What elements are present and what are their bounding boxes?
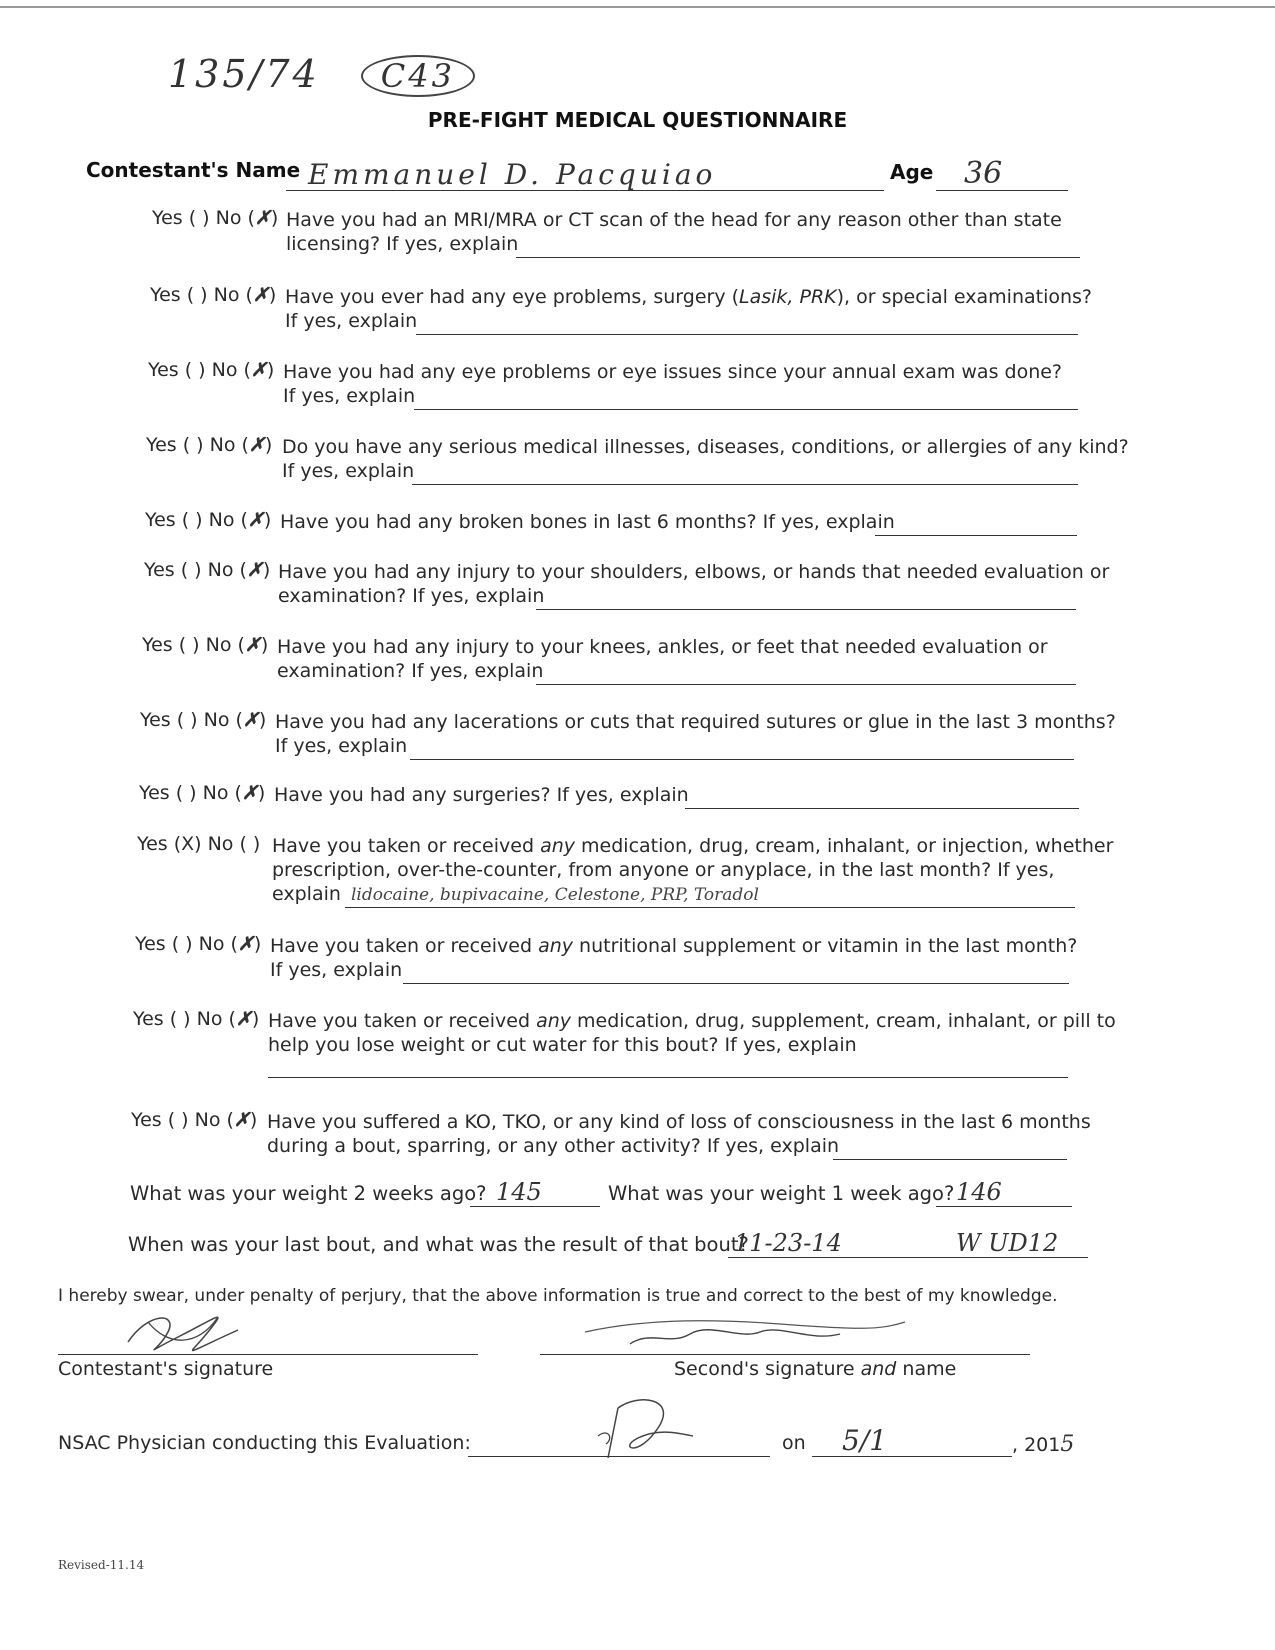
page-top-edge — [0, 6, 1275, 8]
contestant-signature-label: Contestant's signature — [58, 1358, 274, 1380]
q7-explain-label: examination? If yes, explain — [277, 660, 544, 682]
question-4 — [146, 433, 1129, 489]
q12-text: Have you taken or received any medication, drug, supplement, cream, inhalant, or pill to — [268, 1010, 1116, 1032]
q11-yes-no[interactable]: Yes ( ) No (✗) — [135, 933, 262, 955]
q7-text: Have you had any injury to your knees, ankles, or feet that needed evaluation or — [277, 636, 1048, 658]
question-7 — [142, 633, 1082, 689]
age-value: 36 — [964, 156, 1003, 191]
q9-text: Have you had any surgeries? If yes, explain — [274, 784, 689, 806]
last-bout-field[interactable] — [728, 1229, 1088, 1258]
second-signature-label: Second's signature and name — [674, 1358, 957, 1380]
q6-explain-label: examination? If yes, explain — [278, 585, 545, 607]
q11-text: Have you taken or received any nutritional supplement or vitamin in the last month? — [270, 935, 1078, 957]
q9-yes-no[interactable]: Yes ( ) No (✗) — [139, 782, 266, 804]
q4-yes-no[interactable]: Yes ( ) No (✗) — [146, 434, 273, 456]
q10-explain-field[interactable] — [345, 883, 1075, 908]
question-10 — [137, 832, 1114, 912]
q8-text: Have you had any lacerations or cuts that required sutures or glue in the last 3 months? — [275, 711, 1116, 733]
question-8 — [140, 708, 1116, 764]
question-12 — [133, 1007, 1116, 1087]
q8-explain-field[interactable] — [410, 735, 1074, 760]
handwritten-top-note — [168, 52, 475, 97]
q8-explain-label: If yes, explain — [275, 735, 408, 757]
last-bout-date-value: 11-23-14 — [734, 1229, 842, 1257]
handwritten-bp: 135/74 — [168, 52, 320, 96]
q2-yes-no[interactable]: Yes ( ) No (✗) — [150, 284, 277, 306]
weight-2-weeks-value: 145 — [496, 1178, 542, 1206]
q12-yes-no[interactable]: Yes ( ) No (✗) — [133, 1008, 260, 1030]
question-5 — [145, 508, 1085, 540]
q13-text: Have you suffered a KO, TKO, or any kind of loss of consciousness in the last 6 months — [267, 1111, 1091, 1133]
question-9 — [139, 781, 1084, 813]
last-bout-result-value: W UD12 — [956, 1229, 1059, 1257]
q1-explain-label: licensing? If yes, explain — [286, 233, 519, 255]
weight-1-week-value: 146 — [956, 1178, 1002, 1206]
q13-explain-field[interactable] — [833, 1135, 1067, 1160]
q13-explain-label: during a bout, sparring, or any other activity? If yes, explain — [267, 1135, 840, 1157]
q4-explain-label: If yes, explain — [282, 460, 415, 482]
contestant-signature-field[interactable] — [58, 1330, 478, 1355]
second-signature-field[interactable] — [540, 1330, 1030, 1355]
physician-year-suffix: 5 — [1060, 1432, 1075, 1457]
q3-explain-field[interactable] — [414, 385, 1078, 410]
q3-yes-no[interactable]: Yes ( ) No (✗) — [148, 359, 275, 381]
q2-explain-field[interactable] — [416, 310, 1078, 335]
q1-explain-field[interactable] — [516, 233, 1080, 258]
age-label: Age — [890, 160, 934, 184]
weight-1-week-field[interactable] — [936, 1178, 1072, 1207]
q6-yes-no[interactable]: Yes ( ) No (✗) — [144, 559, 271, 581]
weight-2-weeks-label: What was your weight 2 weeks ago? — [130, 1182, 487, 1205]
last-bout-label: When was your last bout, and what was the result of that bout? — [128, 1233, 749, 1256]
revision-note: Revised-11.14 — [58, 1558, 145, 1572]
age-field[interactable] — [936, 156, 1068, 191]
q9-explain-field[interactable] — [685, 784, 1079, 809]
contestant-name-field[interactable] — [286, 158, 884, 191]
q3-text: Have you had any eye problems or eye issues since your annual exam was done? — [283, 361, 1063, 383]
contestant-name-value: Emmanuel D. Pacquiao — [308, 158, 717, 191]
question-2 — [150, 283, 1093, 339]
physician-date-field[interactable] — [812, 1424, 1012, 1457]
q5-explain-field[interactable] — [875, 511, 1077, 536]
physician-year-prefix: , 201 — [1012, 1434, 1061, 1456]
q5-text: Have you had any broken bones in last 6 months? If yes, explain — [280, 511, 895, 533]
q11-explain-label: If yes, explain — [270, 959, 403, 981]
q8-yes-no[interactable]: Yes ( ) No (✗) — [140, 709, 267, 731]
q7-explain-field[interactable] — [536, 660, 1076, 685]
weight-1-week-label: What was your weight 1 week ago? — [608, 1182, 955, 1205]
q13-yes-no[interactable]: Yes ( ) No (✗) — [131, 1109, 258, 1131]
question-11 — [135, 932, 1085, 988]
q2-explain-label: If yes, explain — [285, 310, 418, 332]
physician-signature-scribble — [578, 1388, 698, 1468]
handwritten-code: C43 — [361, 55, 475, 97]
contestant-signature-scribble — [118, 1302, 258, 1362]
question-1 — [152, 206, 1092, 262]
question-13 — [131, 1108, 1091, 1164]
q10-explain-value: lidocaine, bupivacaine, Celestone, PRP, Toradol — [351, 885, 759, 905]
q4-text: Do you have any serious medical illnesses, diseases, conditions, or allergies of any kind? — [282, 436, 1129, 458]
physician-label: NSAC Physician conducting this Evaluation: — [58, 1432, 471, 1454]
q3-explain-label: If yes, explain — [283, 385, 416, 407]
q6-text: Have you had any injury to your shoulders, elbows, or hands that needed evaluation or — [278, 561, 1110, 583]
q1-yes-no[interactable]: Yes ( ) No (✗) — [152, 207, 279, 229]
q10-yes-no[interactable]: Yes (X) No ( ) — [137, 833, 261, 855]
physician-year — [1012, 1432, 1074, 1457]
q10-text: Have you taken or received any medication, drug, cream, inhalant, or injection, whether — [272, 835, 1114, 857]
q12-explain-label: help you lose weight or cut water for this bout? If yes, explain — [268, 1034, 857, 1056]
physician-on-label: on — [782, 1432, 806, 1454]
contestant-name-row — [86, 158, 1126, 194]
weight-2-weeks-field[interactable] — [470, 1178, 600, 1207]
q6-explain-field[interactable] — [536, 585, 1076, 610]
form-title: PRE-FIGHT MEDICAL QUESTIONNAIRE — [427, 108, 848, 132]
physician-date-value: 5/1 — [842, 1424, 888, 1457]
q5-yes-no[interactable]: Yes ( ) No (✗) — [145, 509, 272, 531]
q4-explain-field[interactable] — [412, 460, 1078, 485]
physician-signature-field[interactable] — [468, 1432, 770, 1457]
q11-explain-field[interactable] — [403, 959, 1069, 984]
q7-yes-no[interactable]: Yes ( ) No (✗) — [142, 634, 269, 656]
contestant-name-label: Contestant's Name — [86, 158, 301, 182]
question-6 — [144, 558, 1110, 614]
q1-text: Have you had an MRI/MRA or CT scan of the head for any reason other than state — [286, 209, 1062, 231]
question-3 — [148, 358, 1088, 414]
q12-explain-field[interactable] — [268, 1053, 1068, 1078]
second-signature-scribble — [580, 1310, 910, 1354]
q2-text: Have you ever had any eye problems, surgery (Lasik, PRK), or special examinations? — [285, 286, 1093, 308]
q10-explain-label: explain — [272, 883, 341, 905]
oath-statement: I hereby swear, under penalty of perjury, that the above information is true and correct to the best of my knowledge. — [58, 1286, 1058, 1306]
q10-text-line2: prescription, over-the-counter, from anyone or anyplace, in the last month? If yes, — [272, 859, 1055, 881]
